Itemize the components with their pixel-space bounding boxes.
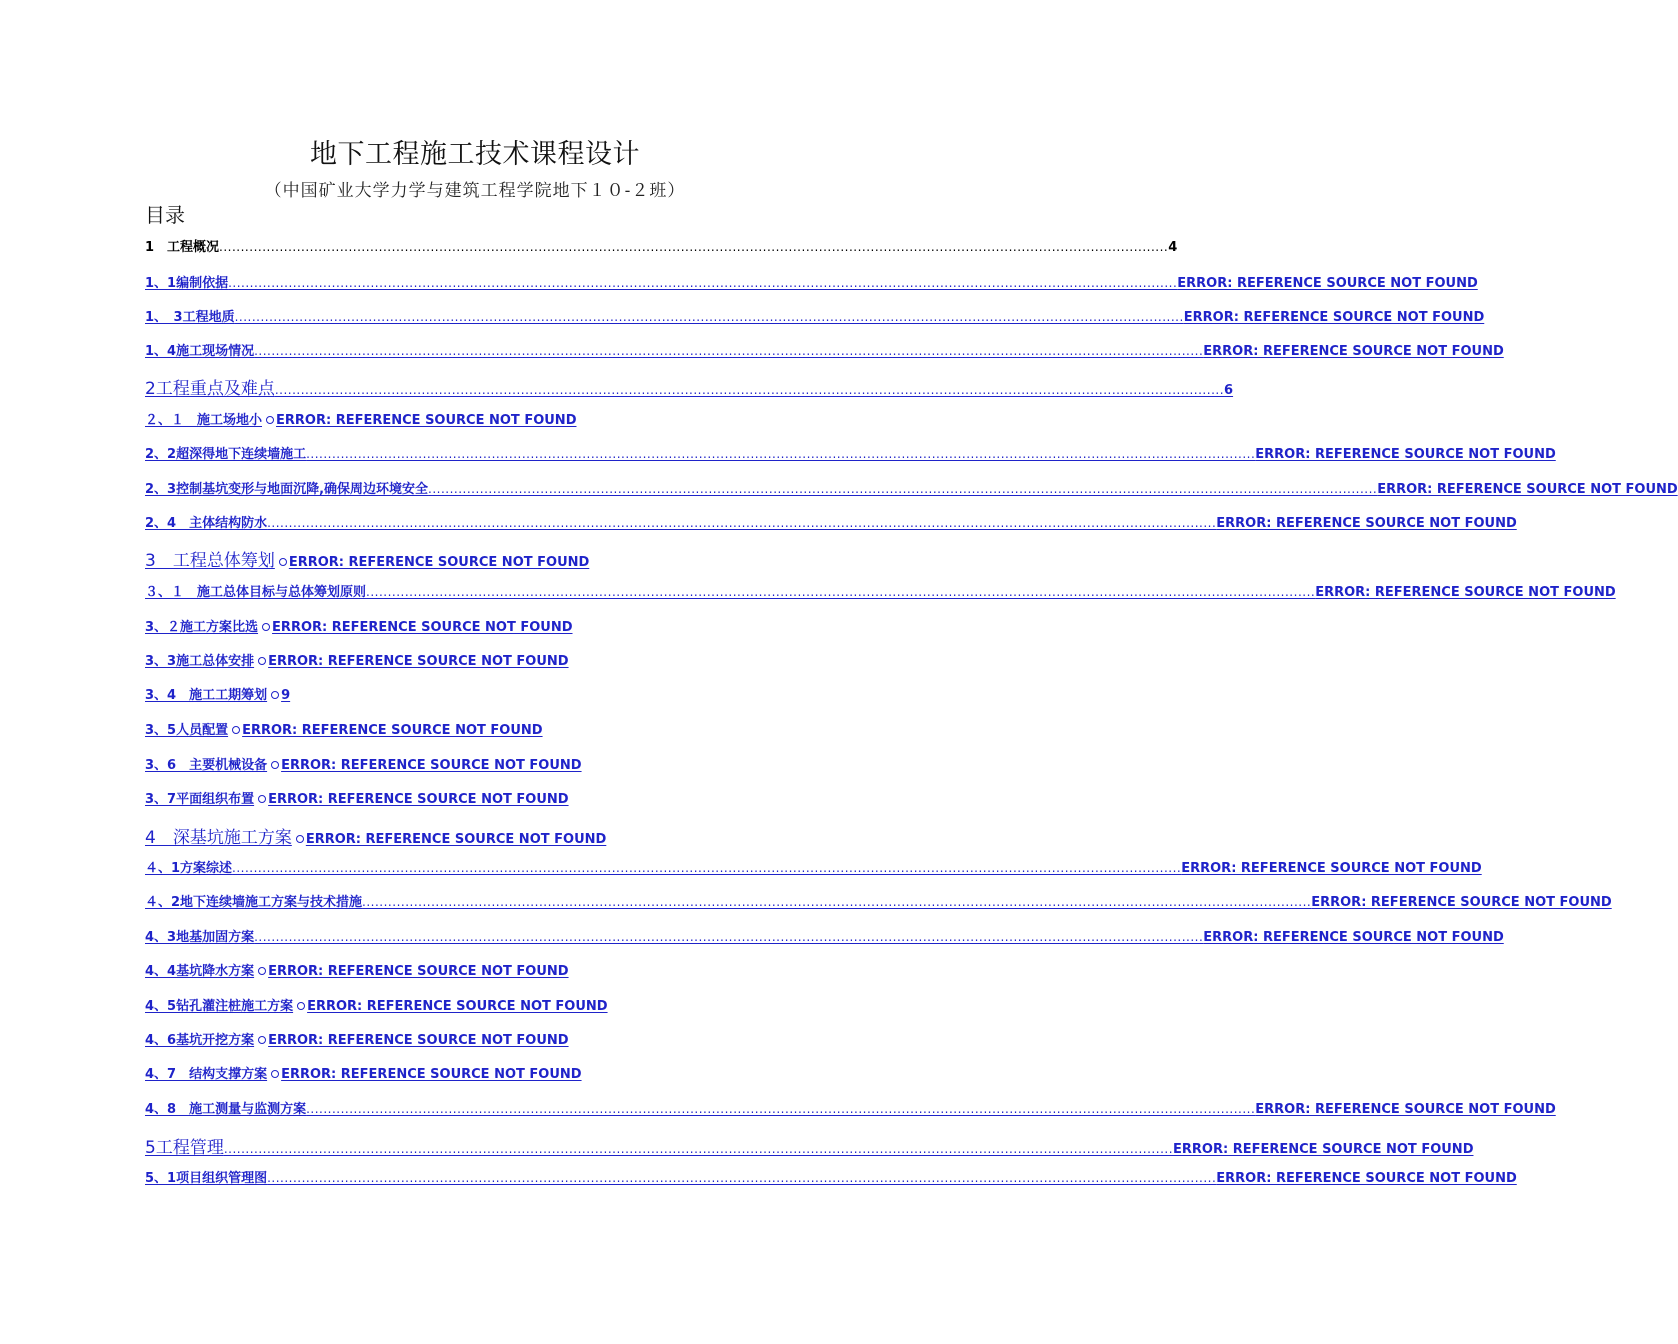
toc-entry[interactable] xyxy=(145,754,582,773)
page-subtitle: （中国矿业大学力学与建筑工程学院地下１０-２班） xyxy=(264,181,686,201)
toc-entry-page: ERROR: REFERENCE SOURCE NOT FOUND xyxy=(268,792,569,807)
toc-entry-page: ERROR: REFERENCE SOURCE NOT FOUND xyxy=(1315,585,1616,600)
field-marker-icon xyxy=(279,558,287,566)
toc-entry-page: 9 xyxy=(281,688,291,703)
toc-entry-label: 5工程管理 xyxy=(145,1138,224,1158)
toc-entry[interactable] xyxy=(145,581,1616,600)
toc-leader-dots: ............................................................................................................................................................................................................................ xyxy=(228,276,1178,290)
toc-entry-page: ERROR: REFERENCE SOURCE NOT FOUND xyxy=(268,654,569,669)
toc-entry-page: ERROR: REFERENCE SOURCE NOT FOUND xyxy=(272,620,573,635)
toc-entry-page: ERROR: REFERENCE SOURCE NOT FOUND xyxy=(1181,861,1482,876)
toc-entry-label: 3、5人员配置 xyxy=(145,723,229,738)
page-title: 地下工程施工技术课程设计 xyxy=(310,139,640,170)
toc-entry[interactable] xyxy=(145,546,589,571)
toc-entry-page: ERROR: REFERENCE SOURCE NOT FOUND xyxy=(1203,930,1504,945)
toc-entry-label: 3、3施工总体安排 xyxy=(145,654,255,669)
toc-entry-page: ERROR: REFERENCE SOURCE NOT FOUND xyxy=(268,964,569,979)
toc-leader-dots: ............................................................................................................................................................................................................................ xyxy=(223,1142,1174,1156)
toc-entry[interactable] xyxy=(145,306,1485,325)
toc-leader-dots: ............................................................................................................................................................................................................................ xyxy=(254,930,1204,944)
toc-leader-dots: ............................................................................................................................................................................................................................ xyxy=(254,344,1204,358)
toc-entry[interactable] xyxy=(145,1098,1556,1117)
toc-entry[interactable] xyxy=(145,995,608,1014)
toc-entry-label: ４、1方案综述 xyxy=(145,861,233,876)
toc-entry[interactable] xyxy=(145,719,543,738)
toc-entry-page: ERROR: REFERENCE SOURCE NOT FOUND xyxy=(1216,1171,1517,1186)
toc-entry[interactable] xyxy=(145,1029,569,1048)
field-marker-icon xyxy=(266,416,274,424)
toc-entry-label: 4、7 结构支撑方案 xyxy=(145,1067,268,1082)
toc-entry-page: ERROR: REFERENCE SOURCE NOT FOUND xyxy=(1173,1142,1474,1157)
toc-entry-page: ERROR: REFERENCE SOURCE NOT FOUND xyxy=(1255,1102,1556,1117)
toc-entry-page: ERROR: REFERENCE SOURCE NOT FOUND xyxy=(276,413,577,428)
toc-entry[interactable] xyxy=(145,857,1482,876)
toc-leader-dots: ............................................................................................................................................................................................................................ xyxy=(306,447,1256,461)
toc-entry[interactable] xyxy=(145,512,1517,531)
toc-entry-page: ERROR: REFERENCE SOURCE NOT FOUND xyxy=(307,999,608,1014)
toc-entry-page: ERROR: REFERENCE SOURCE NOT FOUND xyxy=(305,832,607,847)
toc-entry-label: 3、7平面组织布置 xyxy=(145,792,255,807)
toc-entry[interactable] xyxy=(145,616,573,635)
toc-entry-page: ERROR: REFERENCE SOURCE NOT FOUND xyxy=(281,758,582,773)
field-marker-icon xyxy=(271,691,279,699)
toc-entry[interactable] xyxy=(145,478,1678,497)
toc-leader-dots: ............................................................................................................................................................................................................................ xyxy=(362,895,1312,909)
field-marker-icon xyxy=(271,1070,279,1078)
toc-entry-page: ERROR: REFERENCE SOURCE NOT FOUND xyxy=(1203,344,1504,359)
toc-entry-label: 1、4施工现场情况 xyxy=(145,344,255,359)
toc-entry-label: 4、6基坑开挖方案 xyxy=(145,1033,255,1048)
toc-entry-page: ERROR: REFERENCE SOURCE NOT FOUND xyxy=(268,1033,569,1048)
toc-leader-dots: ............................................................................................................................................................................................................................ xyxy=(366,585,1316,599)
toc-entry[interactable] xyxy=(145,650,569,669)
toc-entry-label: 4、8 施工测量与监测方案 xyxy=(145,1102,307,1117)
field-marker-icon xyxy=(258,967,266,975)
toc-leader-dots: ............................................................................................................................................................................................................................ xyxy=(232,861,1182,875)
toc-entry-label: 4、4基坑降水方案 xyxy=(145,964,255,979)
toc-entry-page: ERROR: REFERENCE SOURCE NOT FOUND xyxy=(1311,895,1612,910)
field-marker-icon xyxy=(258,657,266,665)
toc-entry[interactable] xyxy=(145,272,1478,291)
toc-entry-page: ERROR: REFERENCE SOURCE NOT FOUND xyxy=(281,1067,582,1082)
toc-entry[interactable] xyxy=(145,236,1178,255)
toc-leader-dots: ............................................................................................................................................................................................................................ xyxy=(267,516,1217,530)
toc-leader-dots: ............................................................................................................................................................................................................................ xyxy=(306,1102,1256,1116)
toc-entry[interactable] xyxy=(145,340,1504,359)
toc-leader-dots: ............................................................................................................................................................................................................................ xyxy=(234,310,1184,324)
toc-entry-label: 3、２施工方案比选 xyxy=(145,620,259,635)
toc-entry-label: ３、１ 施工总体目标与总体筹划原则 xyxy=(145,585,367,600)
toc-entry-label: 3 工程总体筹划 xyxy=(145,551,275,571)
toc-entry[interactable] xyxy=(145,926,1504,945)
toc-entry[interactable] xyxy=(145,1167,1517,1186)
toc-entry-page: ERROR: REFERENCE SOURCE NOT FOUND xyxy=(1177,276,1478,291)
toc-entry-label: 2工程重点及难点 xyxy=(145,379,275,399)
toc-entry-page: 4 xyxy=(1168,240,1178,255)
field-marker-icon xyxy=(258,795,266,803)
toc-entry-label: 1、1编制依据 xyxy=(145,276,229,291)
field-marker-icon xyxy=(296,835,304,843)
toc-entry-label: 2、2超深得地下连续墙施工 xyxy=(145,447,307,462)
field-marker-icon xyxy=(232,726,240,734)
toc-entry-page: ERROR: REFERENCE SOURCE NOT FOUND xyxy=(1183,310,1485,325)
toc-leader-dots: ............................................................................................................................................................................................................................ xyxy=(267,1171,1217,1185)
toc-entry[interactable] xyxy=(145,891,1612,910)
toc-entry-label: ４、2地下连续墙施工方案与技术措施 xyxy=(145,895,363,910)
toc-entry[interactable] xyxy=(145,374,1234,399)
field-marker-icon xyxy=(262,623,270,631)
toc-entry-page: 6 xyxy=(1224,383,1234,398)
toc-entry[interactable] xyxy=(145,823,606,848)
toc-entry-page: ERROR: REFERENCE SOURCE NOT FOUND xyxy=(1377,482,1678,497)
field-marker-icon xyxy=(297,1002,305,1010)
toc-entry-label: 2、3控制基坑变形与地面沉降,确保周边环境安全 xyxy=(145,482,429,497)
toc-entry-page: ERROR: REFERENCE SOURCE NOT FOUND xyxy=(288,555,590,570)
toc-entry[interactable] xyxy=(145,788,569,807)
toc-entry-label: 5、1项目组织管理图 xyxy=(145,1171,268,1186)
toc-entry[interactable] xyxy=(145,443,1556,462)
toc-entry-label: 4、5钻孔灌注桩施工方案 xyxy=(145,999,294,1014)
toc-leader-dots: ............................................................................................................................................................................................................................ xyxy=(428,482,1378,496)
toc-entry[interactable] xyxy=(145,1063,582,1082)
toc-leader-dots: ............................................................................................................................................................................................................................ xyxy=(274,383,1225,397)
toc-entry-label: 1 工程概况 xyxy=(145,240,220,255)
toc-entry-label: 3、6 主要机械设备 xyxy=(145,758,268,773)
toc-heading: 目录 xyxy=(145,203,185,227)
toc-entry[interactable] xyxy=(145,684,290,703)
toc-entry-page: ERROR: REFERENCE SOURCE NOT FOUND xyxy=(1216,516,1517,531)
toc-entry-page: ERROR: REFERENCE SOURCE NOT FOUND xyxy=(242,723,543,738)
toc-entry-label: 4、3地基加固方案 xyxy=(145,930,255,945)
toc-entry-label: ２、１ 施工场地小 xyxy=(145,413,263,428)
field-marker-icon xyxy=(258,1036,266,1044)
toc-entry-label: 2、4 主体结构防水 xyxy=(145,516,268,531)
toc-entry-label: 1、 3工程地质 xyxy=(145,310,235,325)
toc-entry-label: 3、4 施工工期筹划 xyxy=(145,688,268,703)
toc-leader-dots: ............................................................................................................................................................................................................................ xyxy=(219,240,1169,254)
toc-entry-label: 4 深基坑施工方案 xyxy=(145,828,292,848)
toc-entry[interactable] xyxy=(145,960,569,979)
field-marker-icon xyxy=(271,761,279,769)
toc-entry[interactable] xyxy=(145,1133,1474,1158)
toc-entry[interactable] xyxy=(145,409,576,428)
toc-entry-page: ERROR: REFERENCE SOURCE NOT FOUND xyxy=(1255,447,1556,462)
